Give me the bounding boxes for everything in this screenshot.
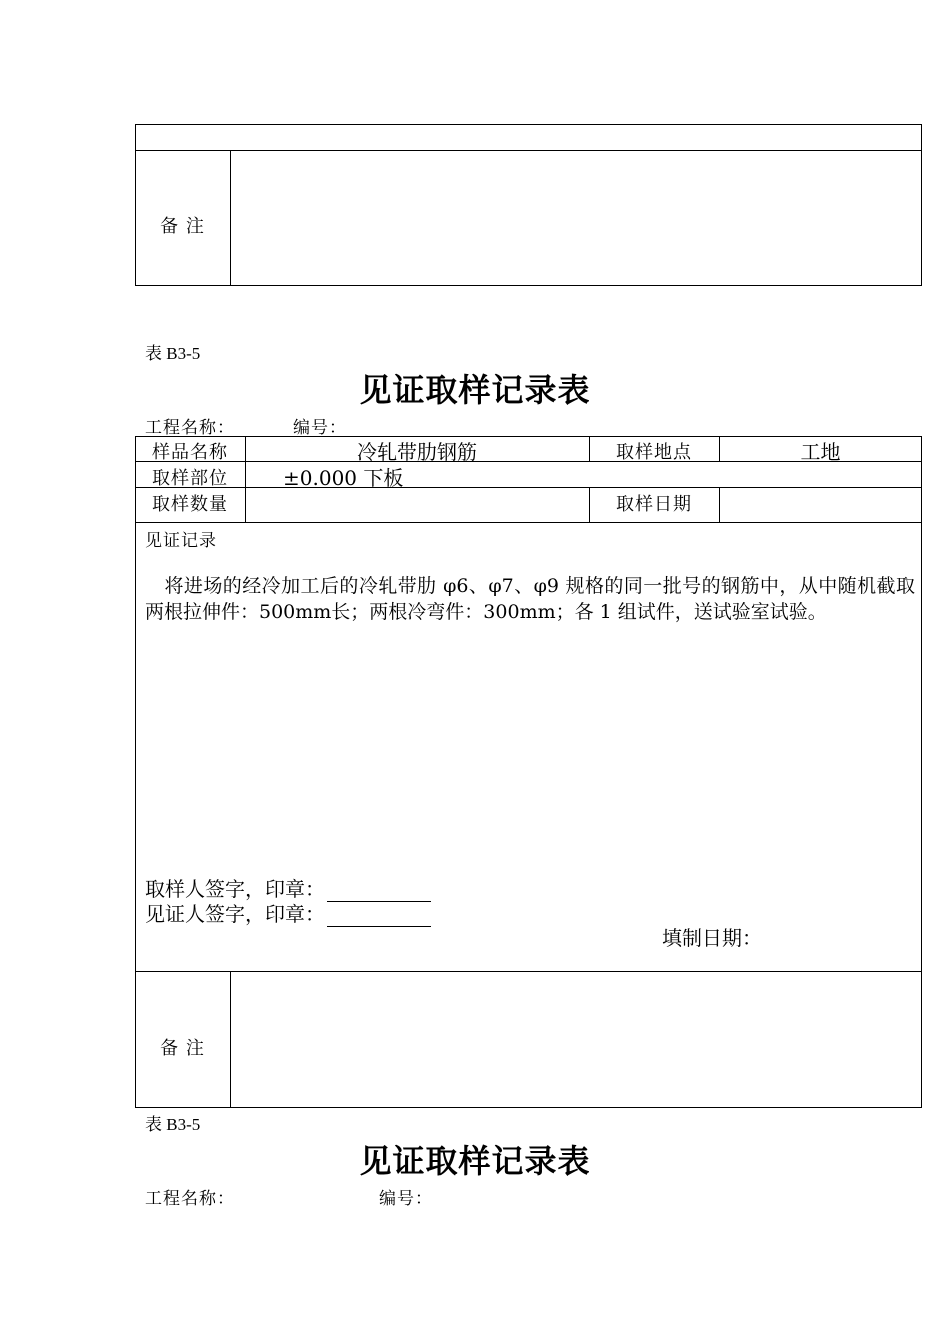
fill-date-label: 填制日期： — [662, 926, 762, 950]
row-divider-3 — [135, 522, 922, 523]
sample-name-label: 样品名称 — [152, 442, 228, 463]
witness-sign-label: 见证人签字，印章： — [145, 902, 325, 926]
next-project-name-label: 工程名称： — [145, 1189, 235, 1209]
form-title: 见证取样记录表 — [359, 371, 591, 409]
sample-location-value: 工地 — [800, 440, 841, 464]
main-form-table — [135, 436, 922, 1108]
sample-part-label: 取样部位 — [152, 468, 228, 489]
sample-location-label: 取样地点 — [616, 442, 692, 463]
previous-form-divider — [135, 150, 922, 151]
previous-form-remark-divider — [230, 150, 231, 286]
previous-remark-label: 备 注 — [160, 216, 205, 237]
number-label: 编号： — [293, 418, 347, 438]
remark-label: 备 注 — [160, 1038, 205, 1059]
next-number-label: 编号： — [379, 1189, 433, 1209]
next-form-title: 见证取样记录表 — [359, 1142, 591, 1180]
project-name-label: 工程名称： — [145, 418, 235, 438]
witness-record-text: 将进场的经冷加工后的冷轧带肋 φ6、φ7、φ9 规格的同一批号的钢筋中，从中随机截取两根拉伸件：500mm长；两根冷弯件：300mm；各 1 组试件，送试验室试验。 — [145, 575, 915, 623]
col-divider-right-row3 — [719, 487, 720, 522]
witness-sign-line — [327, 906, 431, 927]
witness-record-label: 见证记录 — [145, 531, 217, 551]
sample-name-value: 冷轧带肋钢筋 — [357, 440, 477, 464]
remark-col-divider — [230, 971, 231, 1108]
row-divider-2 — [135, 487, 922, 488]
sample-qty-label: 取样数量 — [152, 494, 228, 515]
next-table-tag: 表 B3-5 — [145, 1115, 201, 1134]
row-divider-4 — [135, 971, 922, 972]
table-tag: 表 B3-5 — [145, 344, 201, 363]
previous-form-table — [135, 124, 922, 286]
sampler-sign-label: 取样人签字，印章： — [145, 877, 325, 901]
sample-part-value: ±0.000 下板 — [283, 466, 404, 490]
sample-date-label: 取样日期 — [616, 494, 692, 515]
witness-signature — [145, 898, 431, 927]
